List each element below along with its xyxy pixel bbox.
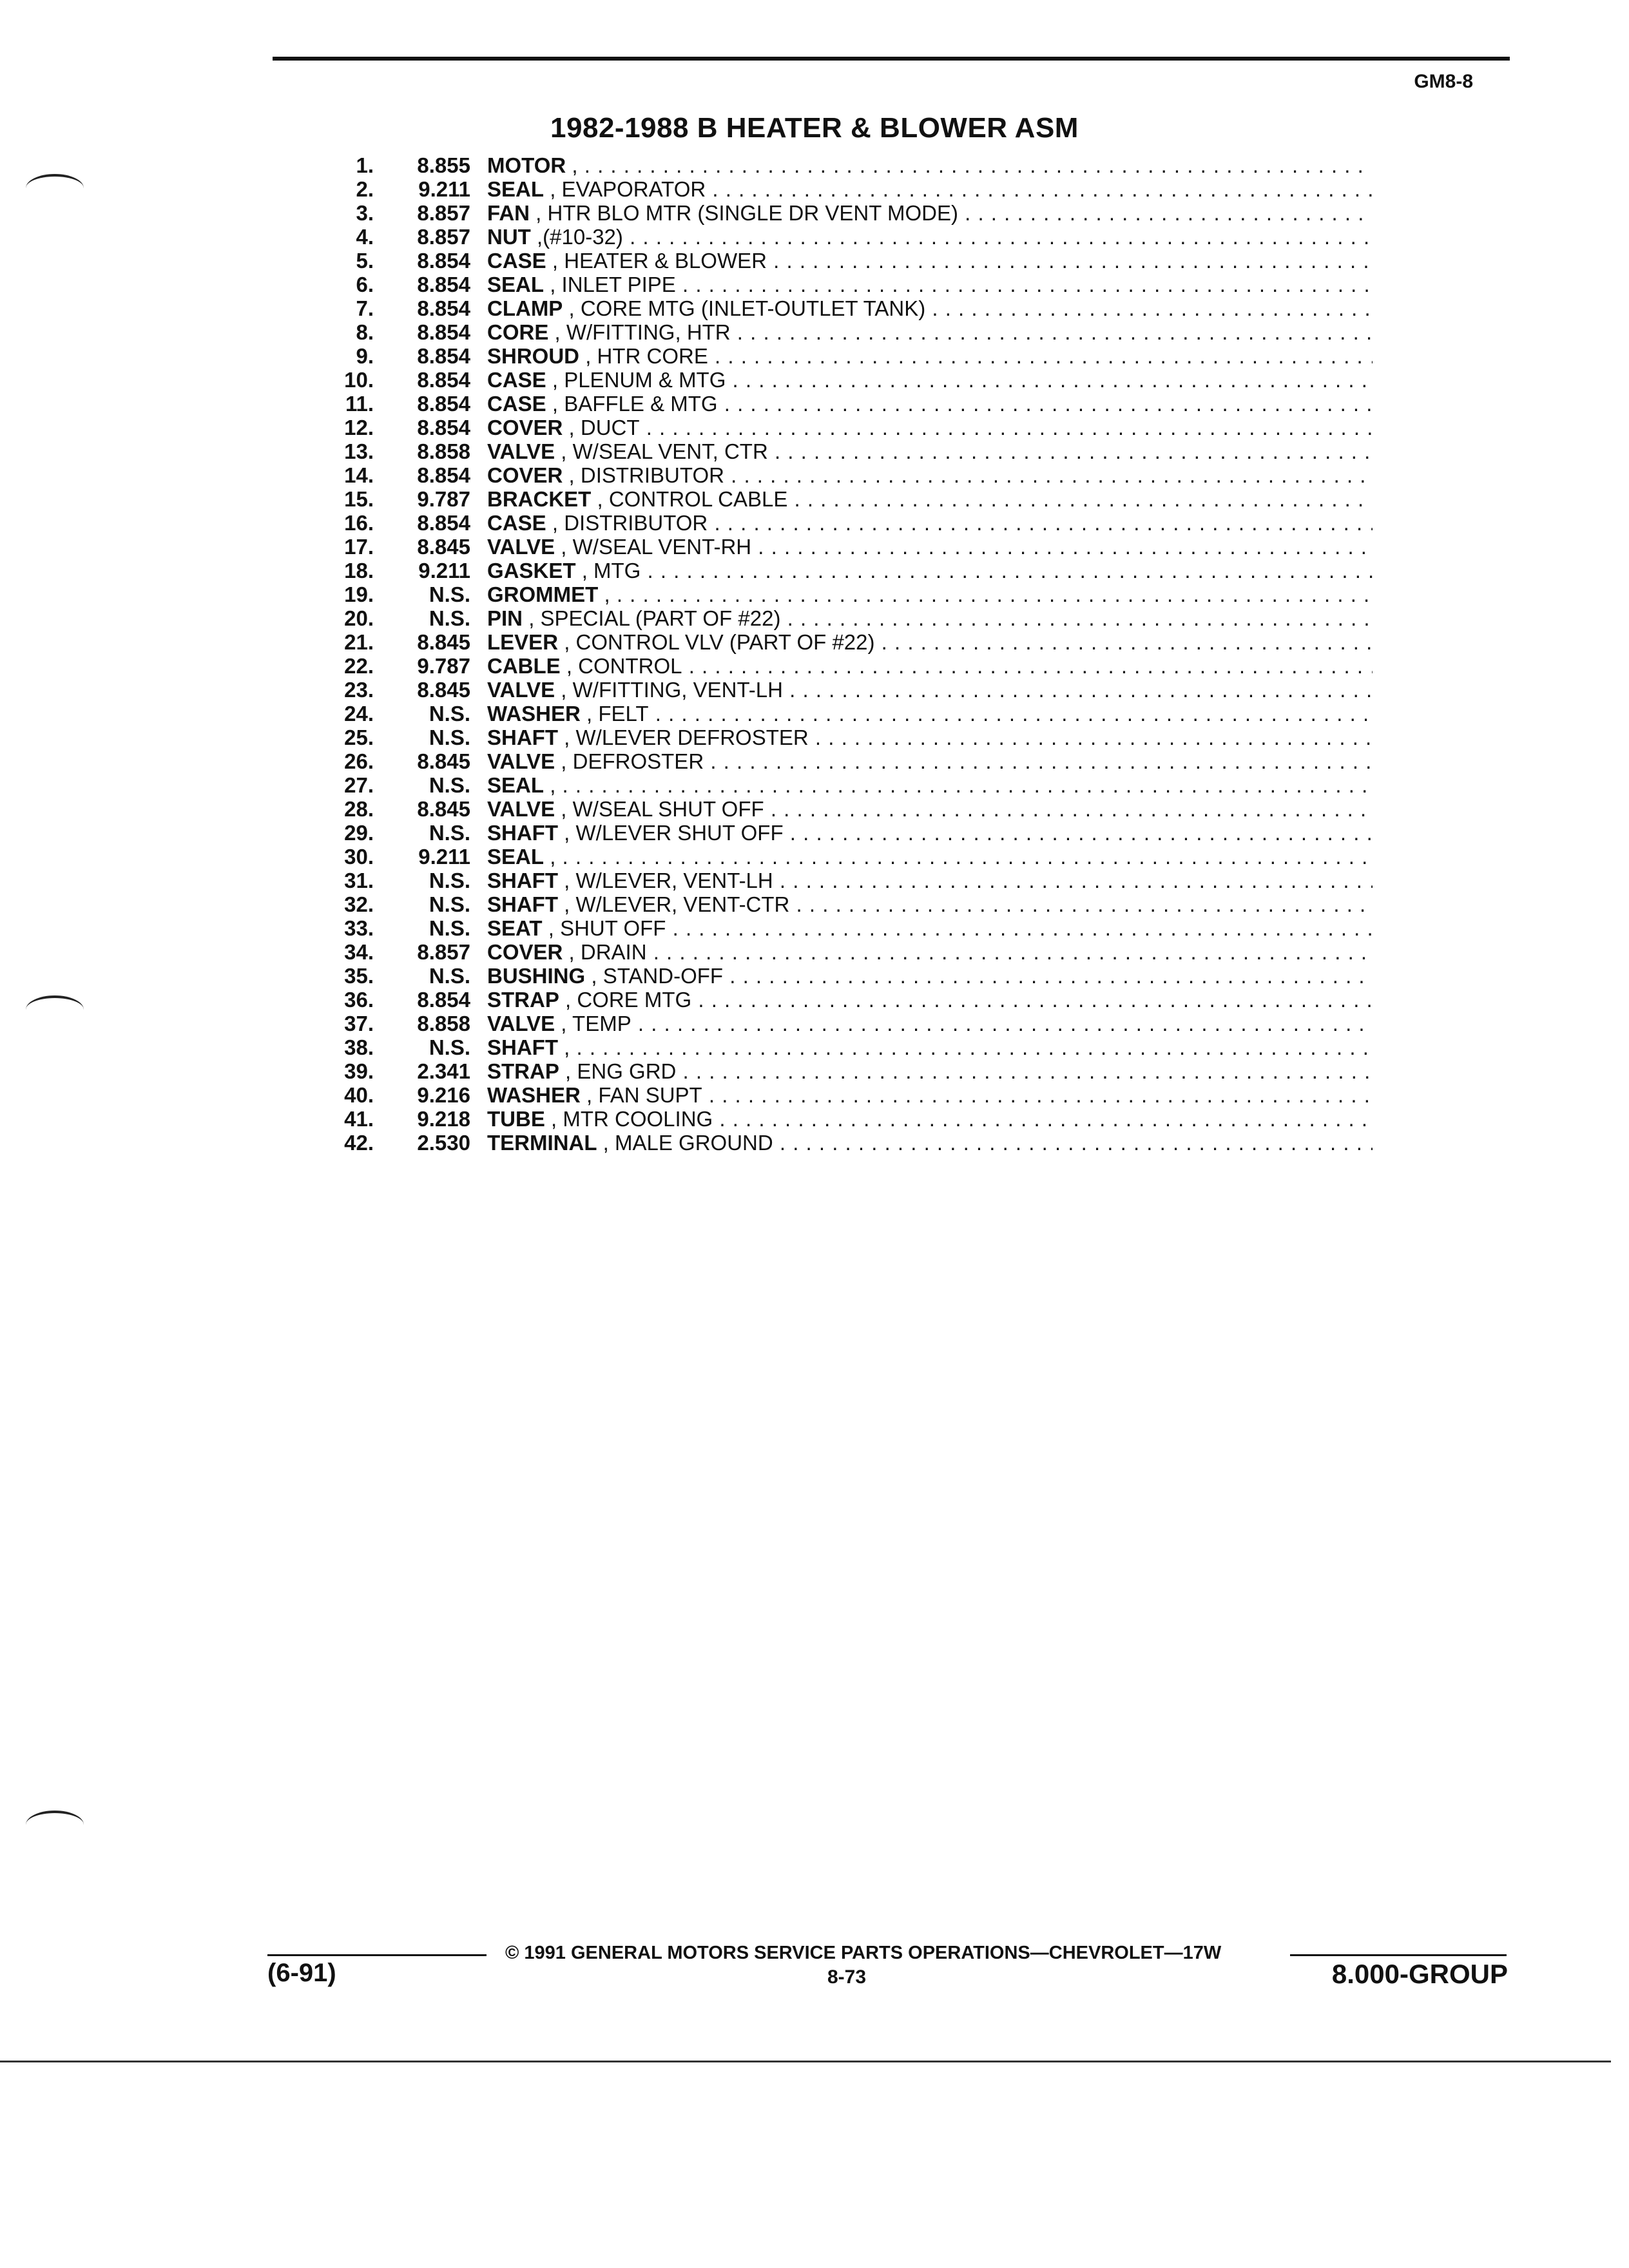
item-number: 14.	[344, 463, 374, 487]
group-number: 8.858	[417, 439, 470, 463]
part-name: CABLE	[487, 654, 561, 678]
group-number: N.S.	[429, 916, 470, 940]
part-spec: , HTR CORE	[585, 344, 708, 368]
part-description	[487, 892, 1373, 916]
part-spec: , W/LEVER SHUT OFF	[564, 821, 784, 845]
part-name: VALVE	[487, 1012, 555, 1035]
part-description	[487, 1035, 1373, 1059]
item-number: 30.	[344, 845, 374, 869]
part-spec: , DISTRIBUTOR	[552, 511, 708, 535]
item-number: 29.	[344, 821, 374, 845]
part-name: SHROUD	[487, 344, 580, 368]
list-item	[303, 1131, 1373, 1155]
item-number: 31.	[344, 869, 374, 892]
group-number: 8.854	[417, 392, 470, 416]
list-item	[303, 416, 1373, 439]
part-spec: , DEFROSTER	[561, 749, 704, 773]
item-number: 1.	[356, 153, 374, 177]
group-number: 9.211	[418, 845, 470, 869]
list-item	[303, 368, 1373, 392]
part-spec: , BAFFLE & MTG	[552, 392, 718, 416]
part-spec: ,	[572, 153, 578, 177]
part-name: SEAT	[487, 916, 543, 940]
part-description	[487, 869, 1373, 892]
item-number: 37.	[344, 1012, 374, 1035]
group-number: N.S.	[429, 606, 470, 630]
group-number: 8.854	[417, 416, 470, 439]
part-spec: , DUCT	[568, 416, 640, 439]
part-spec: , W/FITTING, VENT-LH	[561, 678, 783, 702]
item-number: 18.	[344, 559, 374, 582]
list-item	[303, 344, 1373, 368]
page-code: GM8-8	[1414, 71, 1473, 92]
list-item	[303, 1107, 1373, 1131]
part-spec: , TEMP	[561, 1012, 631, 1035]
item-number: 2.	[356, 177, 374, 201]
group-number: N.S.	[429, 869, 470, 892]
list-item	[303, 320, 1373, 344]
list-item	[303, 916, 1373, 940]
binder-hole-mark	[26, 174, 84, 202]
part-description	[487, 463, 1373, 487]
item-number: 33.	[344, 916, 374, 940]
part-name: SHAFT	[487, 869, 558, 892]
item-number: 42.	[344, 1131, 374, 1155]
item-number: 10.	[344, 368, 374, 392]
part-description	[487, 392, 1373, 416]
item-number: 9.	[356, 344, 374, 368]
part-spec: , SHUT OFF	[548, 916, 666, 940]
group-number: N.S.	[429, 582, 470, 606]
part-spec: , CONTROL CABLE	[597, 487, 788, 511]
part-description	[487, 1059, 1373, 1083]
item-number: 25.	[344, 726, 374, 749]
part-name: VALVE	[487, 678, 555, 702]
part-name: SEAL	[487, 845, 545, 869]
part-description	[487, 797, 1373, 821]
group-number: 8.854	[417, 320, 470, 344]
list-item	[303, 773, 1373, 797]
part-spec: , CORE MTG	[565, 988, 692, 1012]
part-spec: , INLET PIPE	[550, 273, 676, 296]
top-rule	[273, 57, 1510, 61]
part-name: MOTOR	[487, 153, 566, 177]
part-name: WASHER	[487, 702, 581, 726]
part-name: VALVE	[487, 535, 555, 559]
item-number: 36.	[344, 988, 374, 1012]
part-spec: , STAND-OFF	[591, 964, 724, 988]
list-item	[303, 559, 1373, 582]
list-item	[303, 487, 1373, 511]
part-description	[487, 606, 1373, 630]
item-number: 6.	[356, 273, 374, 296]
part-spec: ,	[564, 1035, 570, 1059]
part-spec: , W/LEVER, VENT-LH	[564, 869, 773, 892]
part-name: SHAFT	[487, 821, 558, 845]
part-description	[487, 726, 1373, 749]
part-spec: ,	[550, 845, 556, 869]
list-item	[303, 511, 1373, 535]
list-item	[303, 845, 1373, 869]
list-item	[303, 201, 1373, 225]
part-description	[487, 916, 1373, 940]
revision-date: (6-91)	[267, 1959, 336, 1987]
item-number: 41.	[344, 1107, 374, 1131]
list-item	[303, 630, 1373, 654]
part-description	[487, 845, 1373, 869]
part-spec: , CONTROL	[566, 654, 682, 678]
group-number: N.S.	[429, 702, 470, 726]
part-description	[487, 416, 1373, 439]
page-title: 1982-1988 B HEATER & BLOWER ASM	[550, 112, 1079, 144]
part-description	[487, 273, 1373, 296]
list-item	[303, 177, 1373, 201]
part-spec: ,(#10-32)	[537, 225, 623, 249]
part-name: CASE	[487, 511, 546, 535]
group-number: 8.854	[417, 511, 470, 535]
part-name: NUT	[487, 225, 531, 249]
part-name: SHAFT	[487, 892, 558, 916]
list-item	[303, 463, 1373, 487]
part-name: LEVER	[487, 630, 559, 654]
list-item	[303, 892, 1373, 916]
group-number: 9.218	[417, 1107, 470, 1131]
part-spec: , MTG	[581, 559, 641, 582]
part-name: BRACKET	[487, 487, 592, 511]
part-description	[487, 225, 1373, 249]
part-spec: , W/SEAL SHUT OFF	[561, 797, 764, 821]
group-number: 8.857	[417, 225, 470, 249]
group-number: 8.854	[417, 988, 470, 1012]
part-description	[487, 487, 1373, 511]
item-number: 26.	[344, 749, 374, 773]
list-item	[303, 964, 1373, 988]
list-item	[303, 439, 1373, 463]
part-name: GROMMET	[487, 582, 599, 606]
item-number: 13.	[344, 439, 374, 463]
group-number: 2.341	[417, 1059, 470, 1083]
list-item	[303, 296, 1373, 320]
part-description	[487, 1012, 1373, 1035]
part-name: SEAL	[487, 773, 545, 797]
group-number: 8.845	[417, 678, 470, 702]
list-item	[303, 821, 1373, 845]
list-item	[303, 153, 1373, 177]
list-item	[303, 273, 1373, 296]
item-number: 7.	[356, 296, 374, 320]
group-number: 8.855	[417, 153, 470, 177]
part-spec: , DRAIN	[568, 940, 647, 964]
part-spec: , FAN SUPT	[586, 1083, 702, 1107]
part-description	[487, 821, 1373, 845]
item-number: 21.	[344, 630, 374, 654]
item-number: 12.	[344, 416, 374, 439]
part-name: CORE	[487, 320, 549, 344]
part-spec: , HTR BLO MTR (SINGLE DR VENT MODE)	[535, 201, 958, 225]
part-spec: , ENG GRD	[565, 1059, 677, 1083]
list-item	[303, 797, 1373, 821]
binder-hole-mark	[26, 995, 84, 1024]
group-number: 8.845	[417, 797, 470, 821]
part-name: TUBE	[487, 1107, 545, 1131]
group-number: 8.854	[417, 368, 470, 392]
part-description	[487, 559, 1373, 582]
group-number: 8.857	[417, 201, 470, 225]
part-description	[487, 201, 1373, 225]
part-spec: , W/LEVER, VENT-CTR	[564, 892, 790, 916]
part-spec: ,	[550, 773, 556, 797]
group-number: N.S.	[429, 892, 470, 916]
group-number: N.S.	[429, 821, 470, 845]
part-description	[487, 153, 1373, 177]
part-name: SHAFT	[487, 1035, 558, 1059]
item-number: 34.	[344, 940, 374, 964]
item-number: 20.	[344, 606, 374, 630]
group-label: 8.000-GROUP	[1331, 1959, 1508, 1989]
part-spec: , CONTROL VLV (PART OF #22)	[564, 630, 875, 654]
list-item	[303, 988, 1373, 1012]
part-name: FAN	[487, 201, 530, 225]
part-name: CASE	[487, 249, 546, 273]
part-name: GASKET	[487, 559, 576, 582]
group-number: 2.530	[417, 1131, 470, 1155]
list-item	[303, 535, 1373, 559]
part-spec: , SPECIAL (PART OF #22)	[528, 606, 781, 630]
page-number: 8-73	[827, 1966, 867, 1988]
part-name: SEAL	[487, 177, 545, 201]
part-description	[487, 1131, 1373, 1155]
item-number: 38.	[344, 1035, 374, 1059]
group-number: 8.854	[417, 344, 470, 368]
part-description	[487, 749, 1373, 773]
part-spec: , CORE MTG (INLET-OUTLET TANK)	[568, 296, 926, 320]
item-number: 8.	[356, 320, 374, 344]
item-number: 11.	[345, 392, 374, 416]
part-name: BUSHING	[487, 964, 586, 988]
part-name: STRAP	[487, 1059, 559, 1083]
part-spec: , W/SEAL VENT-RH	[561, 535, 752, 559]
item-number: 23.	[344, 678, 374, 702]
binder-hole-mark	[26, 1811, 84, 1839]
part-description	[487, 1083, 1373, 1107]
part-name: SEAL	[487, 273, 545, 296]
part-name: SHAFT	[487, 726, 558, 749]
item-number: 17.	[344, 535, 374, 559]
group-number: 8.845	[417, 535, 470, 559]
group-number: 8.845	[417, 749, 470, 773]
item-number: 28.	[344, 797, 374, 821]
group-number: 8.854	[417, 273, 470, 296]
part-description	[487, 940, 1373, 964]
part-description	[487, 678, 1373, 702]
list-item	[303, 749, 1373, 773]
footer-rule-left	[267, 1954, 487, 1956]
item-number: 19.	[344, 582, 374, 606]
part-description	[487, 368, 1373, 392]
part-description	[487, 702, 1373, 726]
part-name: COVER	[487, 463, 563, 487]
list-item	[303, 392, 1373, 416]
item-number: 40.	[344, 1083, 374, 1107]
group-number: N.S.	[429, 773, 470, 797]
part-description	[487, 249, 1373, 273]
parts-list	[303, 153, 1373, 1155]
part-spec: ,	[604, 582, 610, 606]
part-name: VALVE	[487, 749, 555, 773]
part-spec: , PLENUM & MTG	[552, 368, 726, 392]
group-number: 8.845	[417, 630, 470, 654]
item-number: 16.	[344, 511, 374, 535]
list-item	[303, 678, 1373, 702]
list-item	[303, 702, 1373, 726]
list-item	[303, 1012, 1373, 1035]
item-number: 35.	[344, 964, 374, 988]
part-spec: , DISTRIBUTOR	[568, 463, 724, 487]
part-description	[487, 535, 1373, 559]
part-spec: , HEATER & BLOWER	[552, 249, 767, 273]
part-description	[487, 439, 1373, 463]
list-item	[303, 606, 1373, 630]
part-spec: , MALE GROUND	[602, 1131, 773, 1155]
part-name: WASHER	[487, 1083, 581, 1107]
list-item	[303, 654, 1373, 678]
group-number: N.S.	[429, 1035, 470, 1059]
group-number: 8.854	[417, 463, 470, 487]
group-number: 8.854	[417, 249, 470, 273]
bottom-rule	[0, 2061, 1611, 2062]
part-name: VALVE	[487, 797, 555, 821]
part-name: COVER	[487, 940, 563, 964]
part-spec: , W/FITTING, HTR	[554, 320, 731, 344]
part-name: TERMINAL	[487, 1131, 597, 1155]
list-item	[303, 726, 1373, 749]
copyright-notice: © 1991 GENERAL MOTORS SERVICE PARTS OPERATIONS—CHEVROLET—17W	[505, 1943, 1222, 1963]
part-name: CASE	[487, 392, 546, 416]
group-number: N.S.	[429, 726, 470, 749]
group-number: 9.211	[418, 177, 470, 201]
part-description	[487, 320, 1373, 344]
part-description	[487, 630, 1373, 654]
part-spec: , EVAPORATOR	[550, 177, 706, 201]
part-spec: , W/LEVER DEFROSTER	[564, 726, 809, 749]
item-number: 24.	[344, 702, 374, 726]
list-item	[303, 1035, 1373, 1059]
group-number: 8.854	[417, 296, 470, 320]
item-number: 22.	[344, 654, 374, 678]
list-item	[303, 249, 1373, 273]
part-spec: , MTR COOLING	[551, 1107, 713, 1131]
part-spec: , W/SEAL VENT, CTR	[561, 439, 768, 463]
part-name: PIN	[487, 606, 523, 630]
part-description	[487, 964, 1373, 988]
part-name: CASE	[487, 368, 546, 392]
list-item	[303, 1059, 1373, 1083]
footer-rule-right	[1290, 1954, 1507, 1956]
group-number: 9.787	[417, 654, 470, 678]
item-number: 39.	[344, 1059, 374, 1083]
group-number: 8.858	[417, 1012, 470, 1035]
part-spec: , FELT	[586, 702, 649, 726]
list-item	[303, 869, 1373, 892]
list-item	[303, 1083, 1373, 1107]
group-number: 9.211	[418, 559, 470, 582]
group-number: 9.216	[417, 1083, 470, 1107]
part-name: STRAP	[487, 988, 559, 1012]
part-description	[487, 177, 1373, 201]
item-number: 32.	[344, 892, 374, 916]
part-description	[487, 988, 1373, 1012]
item-number: 4.	[356, 225, 374, 249]
list-item	[303, 225, 1373, 249]
part-description	[487, 773, 1373, 797]
item-number: 3.	[356, 201, 374, 225]
part-description	[487, 654, 1373, 678]
item-number: 5.	[356, 249, 374, 273]
group-number: 9.787	[417, 487, 470, 511]
part-name: COVER	[487, 416, 563, 439]
item-number: 15.	[344, 487, 374, 511]
group-number: 8.857	[417, 940, 470, 964]
part-description	[487, 582, 1373, 606]
list-item	[303, 940, 1373, 964]
part-description	[487, 1107, 1373, 1131]
part-name: VALVE	[487, 439, 555, 463]
part-description	[487, 511, 1373, 535]
group-number: N.S.	[429, 964, 470, 988]
part-name: CLAMP	[487, 296, 563, 320]
part-description	[487, 296, 1373, 320]
item-number: 27.	[344, 773, 374, 797]
list-item	[303, 582, 1373, 606]
part-description	[487, 344, 1373, 368]
